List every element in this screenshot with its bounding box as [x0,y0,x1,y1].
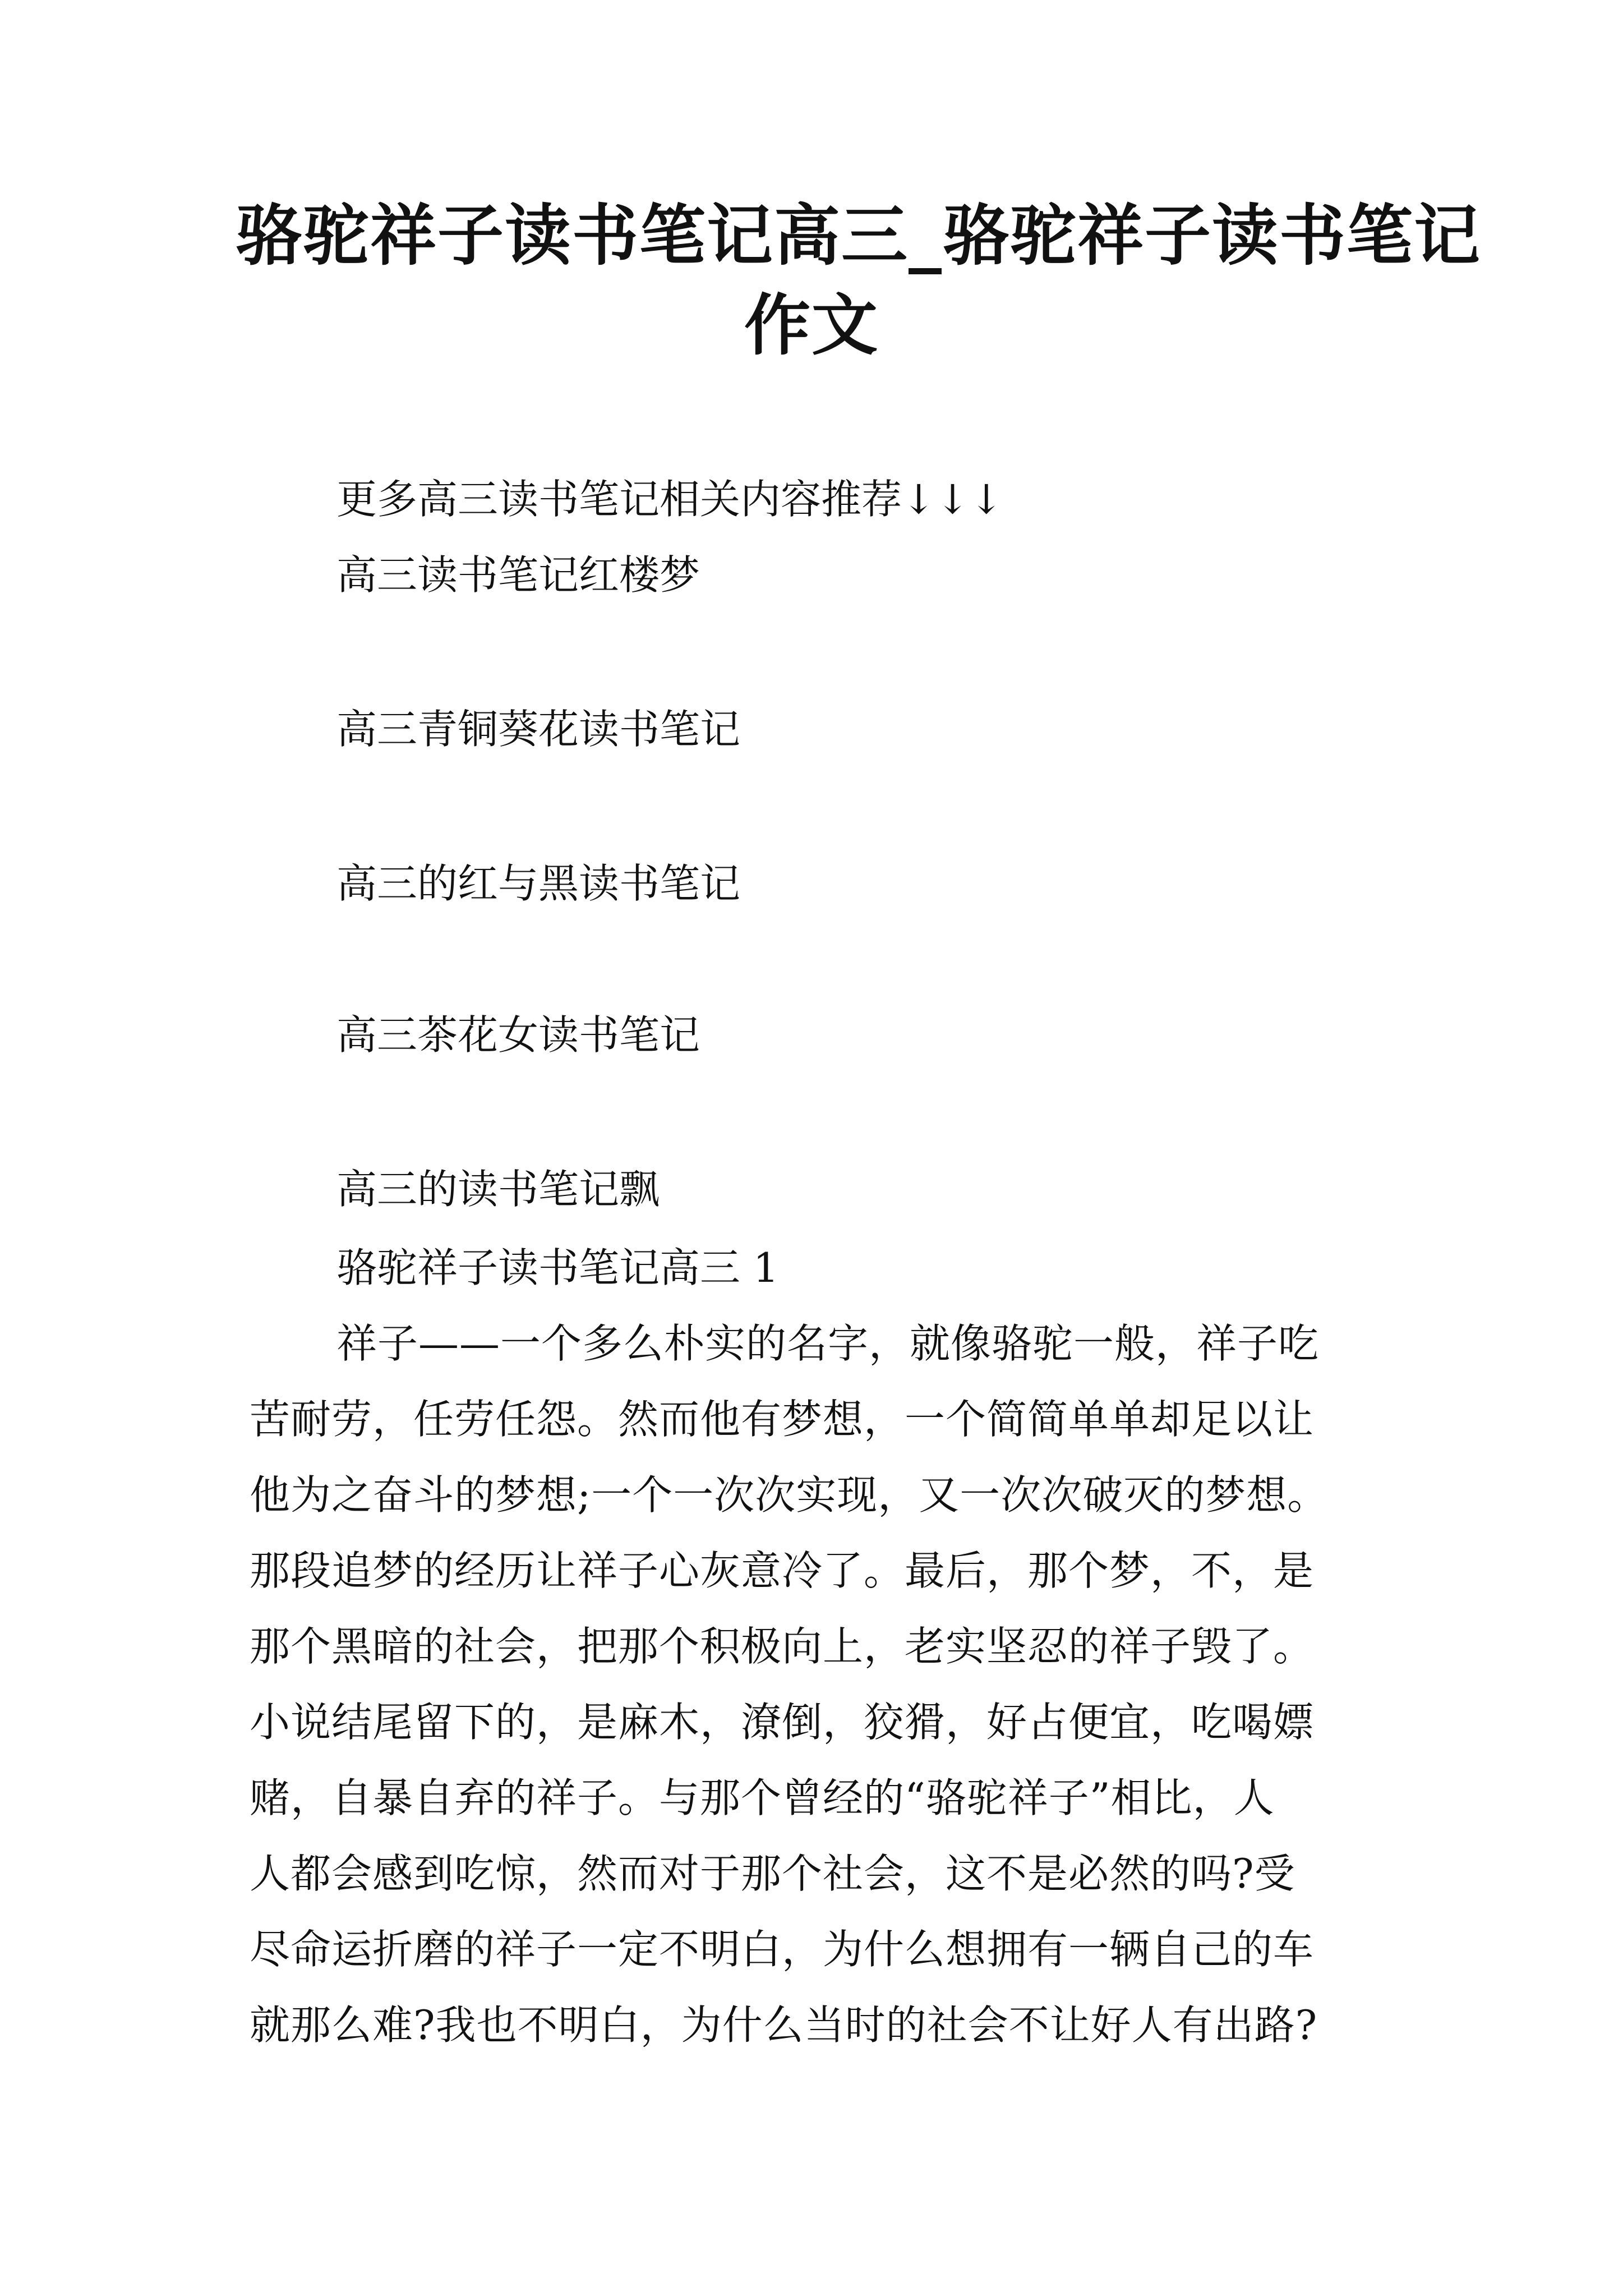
paragraph-line: 尽命运折磨的祥子一定不明白，为什么想拥有一辆自己的车 [250,1926,1315,1973]
recommended-link-hongloumeng[interactable]: 高三读书笔记红楼梦 [336,551,700,599]
paragraph-line: 赌，自暴自弃的祥子。与那个曾经的“骆驼祥子”相比，人 [250,1774,1275,1821]
recommended-link-chahuanv[interactable]: 高三茶花女读书笔记 [336,1011,700,1059]
paragraph-line: 就那么难?我也不明白，为什么当时的社会不让好人有出路? [250,2001,1318,2049]
paragraph-line: 那段追梦的经历让祥子心灰意冷了。最后，那个梦，不，是 [250,1547,1315,1594]
section-heading: 骆驼祥子读书笔记高三 1 [336,1244,779,1291]
paragraph-line: 人都会感到吃惊，然而对于那个社会，这不是必然的吗?受 [250,1850,1295,1897]
document-title-line-2: 作文 [744,286,879,364]
paragraph-line: 小说结尾留下的，是麻木，潦倒，狡猾，好占便宜，吃喝嫖 [250,1699,1315,1746]
paragraph-line: 他为之奋斗的梦想;一个一次次实现，又一次次破灭的梦想。 [250,1471,1329,1519]
paragraph-line: 那个黑暗的社会，把那个积极向上，老实坚忍的祥子毁了。 [250,1623,1315,1670]
document-title-line-1: 骆驼祥子读书笔记高三_骆驼祥子读书笔记 [236,196,1482,274]
recommended-link-qingtongkuihua[interactable]: 高三青铜葵花读书笔记 [336,706,741,753]
paragraph-line: 祥子——一个多么朴实的名字，就像骆驼一般，祥子吃 [336,1320,1320,1367]
recommendation-intro: 更多高三读书笔记相关内容推荐↓↓↓ [336,476,1003,523]
recommended-link-hongyuhei[interactable]: 高三的红与黑读书笔记 [336,860,741,907]
paragraph-line: 苦耐劳，任劳任怨。然而他有梦想，一个简简单单却足以让 [250,1396,1315,1443]
recommended-link-piao[interactable]: 高三的读书笔记飘 [336,1166,660,1213]
